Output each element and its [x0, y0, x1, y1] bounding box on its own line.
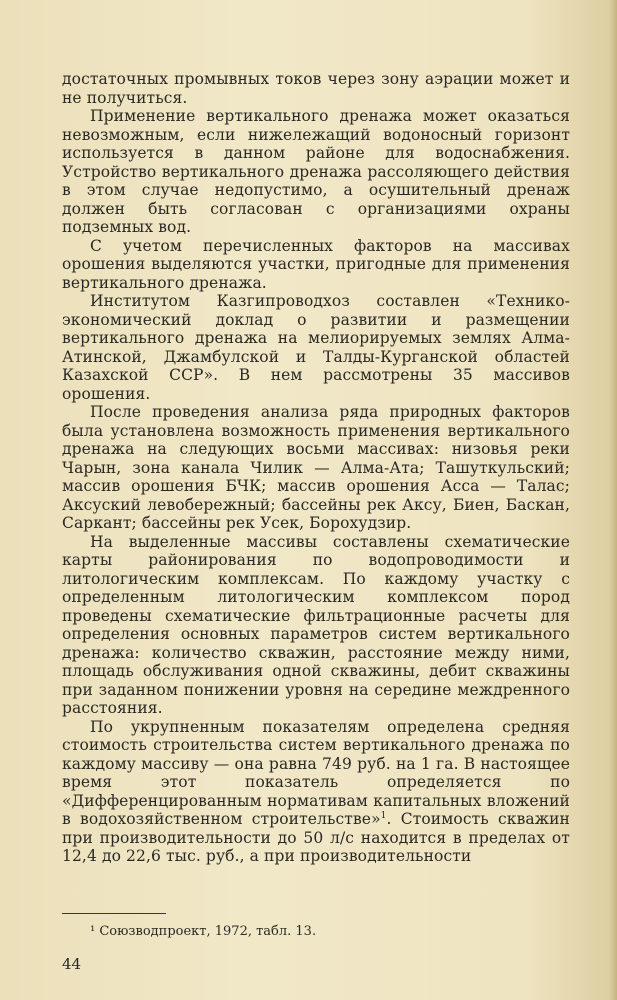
body-text — [62, 70, 570, 866]
paragraph-2: Применение вертикального дренажа может оказаться невозможным, если нижележащий водоносный горизонт используется в данном районе для водоснабжения. Устройство вертикального дренажа рассоляющего действия в этом случае недопустимо, а осушительный дренаж должен быть согласован с организациями охраны подземных вод. — [62, 107, 570, 236]
footnote-divider — [62, 913, 166, 914]
paragraph-5: После проведения анализа ряда природных факторов была установлена возможность применения вертикального дренажа на следующих восьми массивах: низовья реки Чарын, зона канала Чилик — Алма-Ата; Ташуткульский; массив орошения БЧК; массив орошения Асса — Талас; Аксуский левобережный; бассейны рек Аксу, Биен, Баскан, Саркант; бассейны рек Усек, Борохудзир. — [62, 403, 570, 532]
page-edge-shadow — [609, 0, 617, 1000]
paragraph-7-text-end: . Стоимость скважин при производительности до 50 л/с находится в пределах от 12,4 до 22,6 тыс. руб., а при производительности — [62, 810, 570, 865]
paragraph-1: достаточных промывных токов через зону аэрации может и не получиться. — [62, 70, 570, 107]
page-number: 44 — [62, 955, 82, 973]
paragraph-7-text-start: По укрупненным показателям определена средняя стоимость строительства систем вертикального дренажа по каждому массиву — она равна 749 руб. на 1 га. В настоящее время этот показатель определяется по «Дифференцированным нормативам капитальных вложений в водохозяйственном строительстве» — [62, 717, 570, 828]
paragraph-3: С учетом перечисленных факторов на массивах орошения выделяются участки, пригодные для применения вертикального дренажа. — [62, 236, 570, 292]
footnote-marker: 1 — [380, 810, 387, 821]
paragraph-6: На выделенные массивы составлены схематические карты районирования по водопроводимости и литологическим комплексам. По каждому участку с определенным литологическим комплексом пород проведены схематические фильтрационные расчеты для определения основных параметров систем вертикального дренажа: количество скважин, расстояние между ними, площадь обслуживания одной скважины, дебит скважины при заданном понижении уровня на середине междренного расстояния. — [62, 532, 570, 717]
paragraph-7 — [62, 718, 570, 866]
footnote: ¹ Союзводпроект, 1972, табл. 13. — [90, 924, 317, 939]
paragraph-4: Институтом Казгипроводхоз составлен «Технико-экономический доклад о развитии и размещении вертикального дренажа на мелиорируемых землях Алма-Атинской, Джамбулской и Талды-Курганской областей Казахской ССР». В нем рассмотрены 35 массивов орошения. — [62, 292, 570, 403]
